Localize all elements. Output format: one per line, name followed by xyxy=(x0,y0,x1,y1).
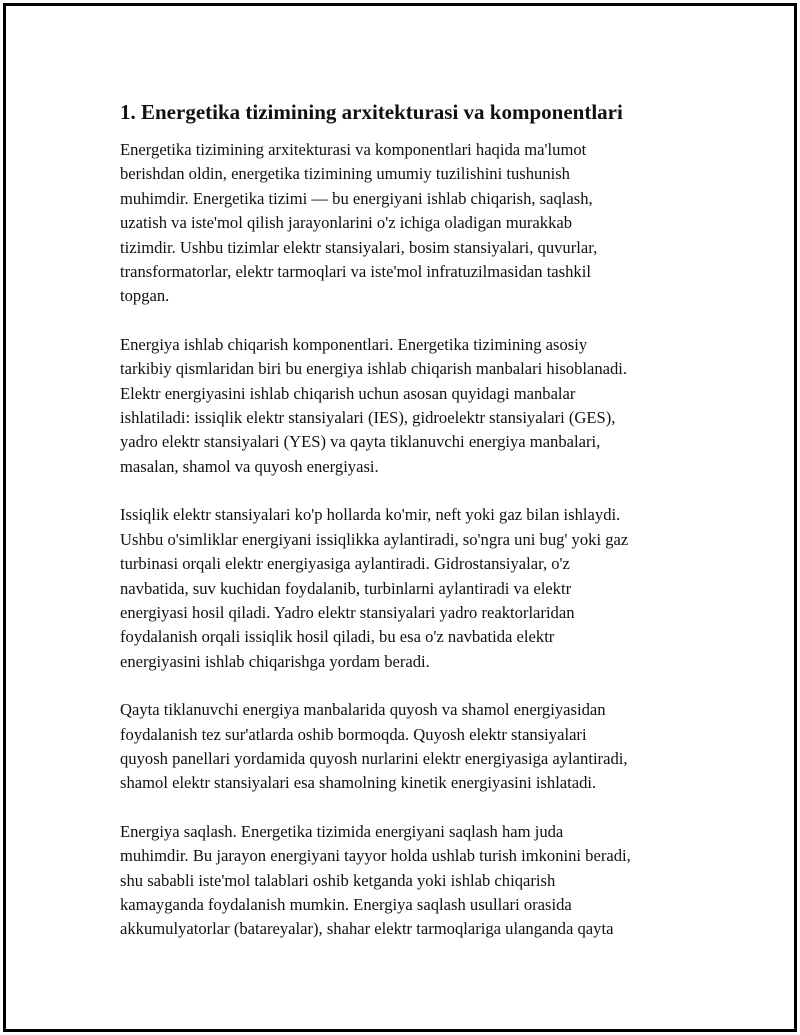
section-heading: 1. Energetika tizimining arxitekturasi va komponentlari xyxy=(120,100,623,124)
document-content xyxy=(120,96,695,966)
paragraph-generation: Energiya ishlab chiqarish komponentlari. Energetika tizimining asosiy tarkibiy qismlaridan biri bu energiya ishlab chiqarish manbalari hisoblanadi. Elektr energiyasini ishlab chiqarish uchun asosan quyidagi manbalar ishlatiladi: issiqlik elektr stansiyalari (IES), gidroelektr stansiyalari (GES), yadro elektr stansiyalari (YES) va qayta tiklanuvchi energiya manbalari, masalan, shamol va quyosh energiyasi. xyxy=(120,334,628,476)
document-page xyxy=(3,3,797,1032)
paragraph-intro: Energetika tizimining arxitekturasi va komponentlari haqida ma'lumot berishdan oldin, energetika tizimining umumiy tuzilishini tushunish muhimdir. Energetika tizimi — bu energiyani ishlab chiqarish, saqlash, uzatish va iste'mol qilish jarayonlarini o'z ichiga oladigan murakkab tizimdir. Ushbu tizimlar elektr stansiyalari, bosim stansiyalari, quvurlar, transformatorlar, elektr tarmoqlari va iste'mol infratuzilmasidan tashkil topgan. xyxy=(120,140,598,306)
paragraph-thermal-hydro-nuclear: Issiqlik elektr stansiyalari ko'p hollarda ko'mir, neft yoki gaz bilan ishlaydi. Ushbu o'simliklar energiyani issiqlikka aylantiradi, so'ngra uni bug' yoki gaz turbinasi orqali elektr energiyasiga aylantiradi. Gidrostansiyalar, o'z navbatida, suv kuchidan foydalanib, turbinlarni aylantiradi va elektr energiyasi hosil qiladi. Yadro elektr stansiyalari yadro reaktorlaridan foydalanish orqali issiqlik hosil qiladi, bu esa o'z navbatida elektr energiyasini ishlab chiqarishga yordam beradi. xyxy=(120,505,629,671)
paragraph-renewables: Qayta tiklanuvchi energiya manbalarida quyosh va shamol energiyasidan foydalanish tez sur'atlarda oshib bormoqda. Quyosh elektr stansiyalari quyosh panellari yordamida quyosh nurlarini elektr energiyasiga aylantiradi, shamol elektr stansiyalari esa shamolning kinetik energiyasini ishlatadi. xyxy=(120,700,628,793)
paragraph-storage: Energiya saqlash. Energetika tizimida energiyani saqlash ham juda muhimdir. Bu jarayon energiyani tayyor holda ushlab turish imkonini beradi, shu sababli iste'mol talablari oshib ketganda yoki ishlab chiqarish kamayganda foydalanish mumkin. Energiya saqlash usullari orasida akkumulyatorlar (batareyalar), shahar elektr tarmoqlariga ulanganda qayta xyxy=(120,821,631,939)
